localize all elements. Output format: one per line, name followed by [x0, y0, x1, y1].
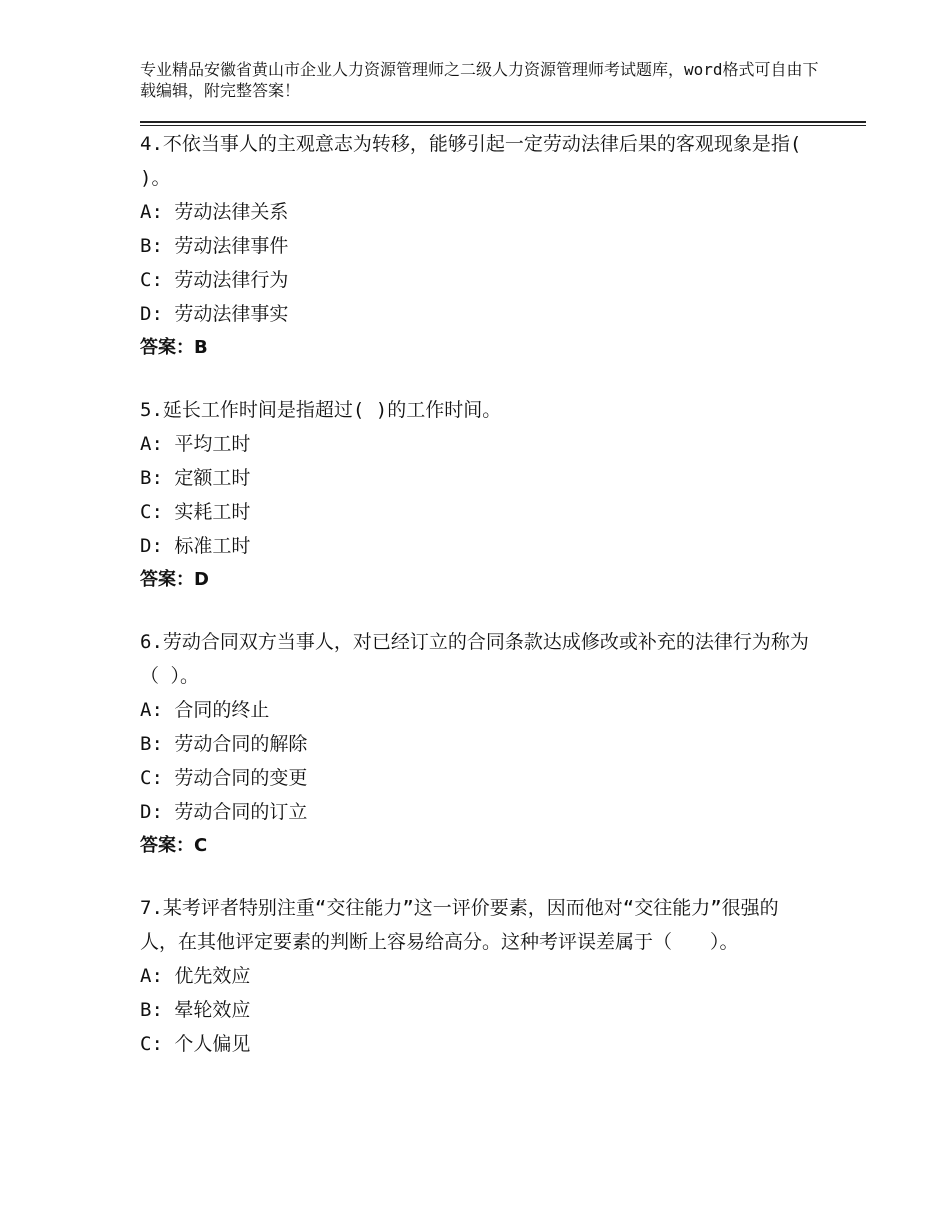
- document-header: 专业精品安徽省黄山市企业人力资源管理师之二级人力资源管理师考试题库，word格式可自由下载编辑，附完整答案！: [140, 60, 819, 100]
- option-a: A: 平均工时: [140, 433, 251, 455]
- option-c: C: 实耗工时: [140, 501, 251, 523]
- question-7: [140, 891, 810, 1061]
- option-d: D: 标准工时: [140, 535, 251, 557]
- answer: 答案：B: [140, 337, 208, 358]
- option-c: C: 劳动法律行为: [140, 269, 289, 291]
- option-b: B: 劳动法律事件: [140, 235, 289, 257]
- option-c: C: 个人偏见: [140, 1033, 251, 1055]
- header-divider-thin: [140, 125, 866, 126]
- answer: 答案：C: [140, 835, 208, 856]
- question-4: [140, 127, 810, 365]
- option-b: B: 劳动合同的解除: [140, 733, 308, 755]
- option-c: C: 劳动合同的变更: [140, 767, 308, 789]
- question-6: [140, 625, 810, 863]
- option-d: D: 劳动合同的订立: [140, 801, 308, 823]
- option-a: A: 劳动法律关系: [140, 201, 289, 223]
- option-a: A: 合同的终止: [140, 699, 270, 721]
- option-a: A: 优先效应: [140, 965, 251, 987]
- question-stem: 7.某考评者特别注重“交往能力”这一评价要素，因而他对“交往能力”很强的人，在其他评定要素的判断上容易给高分。这种考评误差属于（ ）。: [140, 897, 779, 953]
- question-stem: 6.劳动合同双方当事人，对已经订立的合同条款达成修改或补充的法律行为称为（ ）。: [140, 631, 809, 687]
- option-d: D: 劳动法律事实: [140, 303, 289, 325]
- question-stem: 4.不依当事人的主观意志为转移，能够引起一定劳动法律后果的客观现象是指( )。: [140, 133, 802, 189]
- question-5: [140, 393, 810, 597]
- option-b: B: 晕轮效应: [140, 999, 251, 1021]
- answer: 答案：D: [140, 569, 209, 590]
- option-b: B: 定额工时: [140, 467, 251, 489]
- question-stem: 5.延长工作时间是指超过( )的工作时间。: [140, 399, 502, 421]
- header-divider: [140, 121, 866, 123]
- question-list: [140, 127, 810, 1089]
